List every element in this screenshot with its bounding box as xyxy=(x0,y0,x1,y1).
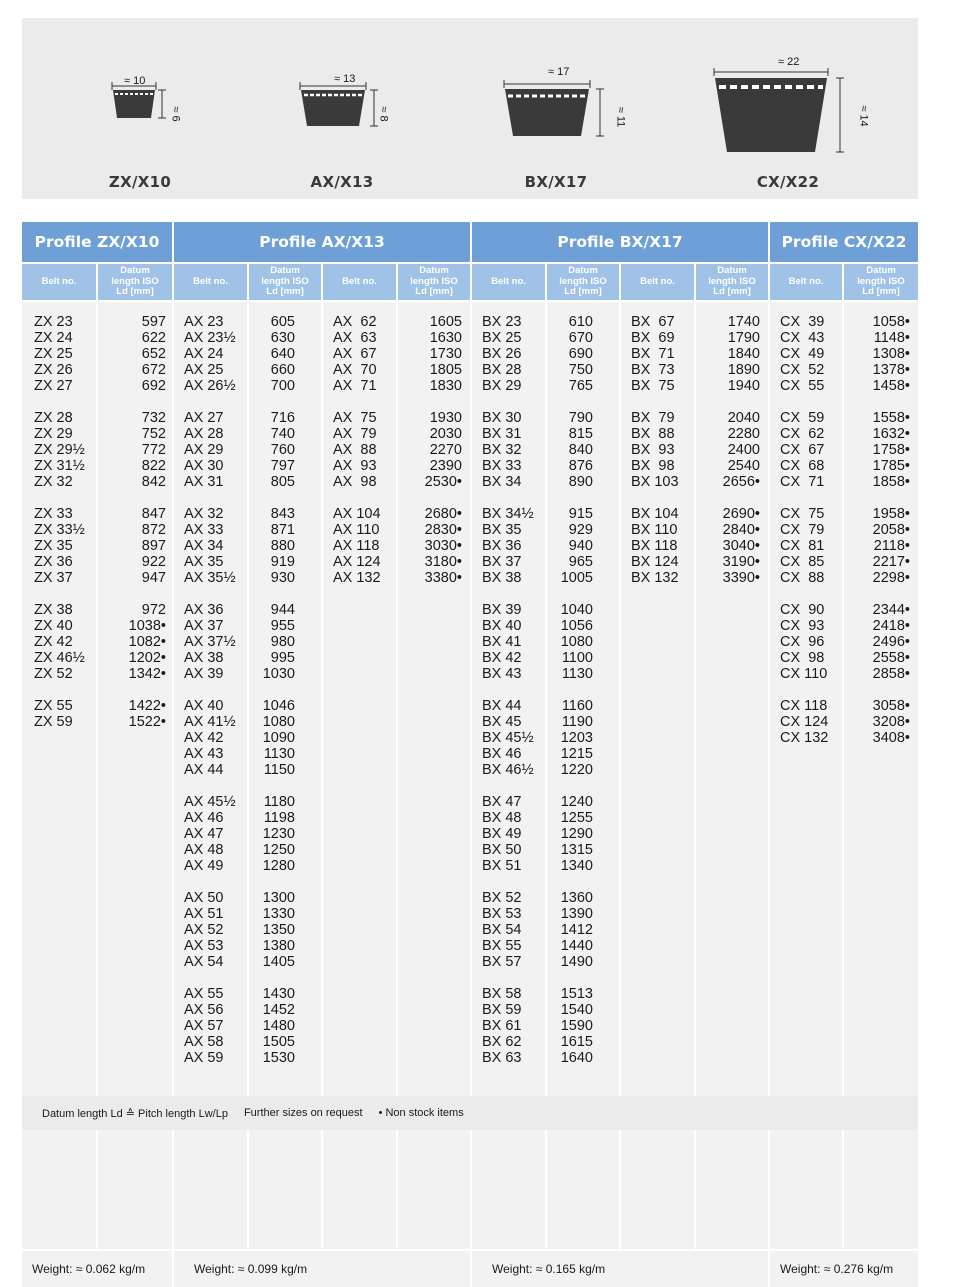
subheader-belt-no xyxy=(22,264,96,300)
profile-cx-name: CX/X22 xyxy=(756,173,820,191)
subheader-datum-line1: Datum xyxy=(270,265,300,277)
footer-datum-note: Datum length Ld ≙ Pitch length Lw/Lp xyxy=(42,1107,228,1120)
subheader-belt-no xyxy=(174,264,247,300)
subheader-datum-line2: length ISO xyxy=(410,275,458,287)
profile-ax-height-label: ≈ 8 xyxy=(377,106,390,122)
profile-zx-width-label: ≈ 10 xyxy=(124,75,146,87)
subheader-datum-line1: Datum xyxy=(419,265,449,277)
subheader-datum-line3: Ld [mm] xyxy=(415,286,453,298)
subheader-datum-line3: Ld [mm] xyxy=(116,286,154,298)
subheader-belt-no-text: Belt no. xyxy=(193,275,228,287)
footer-notes xyxy=(22,1096,918,1130)
footer-non-stock-note: • Non stock items xyxy=(378,1107,464,1119)
subheader-belt-no-text: Belt no. xyxy=(491,275,526,287)
profile-ax-drawing xyxy=(232,18,452,199)
footer-further-sizes-note: Further sizes on request xyxy=(243,1107,363,1119)
subheader-datum-line2: length ISO xyxy=(857,275,905,287)
zx-belt-numbers: ZX 23 ZX 24 ZX 25 ZX 26 ZX 27 ZX 28 ZX 29 ZX 29½ ZX 31½ ZX 32 ZX 33 ZX 33½ ZX 35 ZX 36 ZX 37 ZX 38 ZX 40 ZX 42 ZX 46½ ZX 52 ZX 55 ZX 59 xyxy=(34,314,85,730)
weight-ax: Weight: ≈ 0.099 kg/m xyxy=(174,1251,470,1287)
weight-bx: Weight: ≈ 0.165 kg/m xyxy=(472,1251,768,1287)
cx-belt-numbers: CX 39 CX 43 CX 49 CX 52 CX 55 CX 59 CX 62 CX 67 CX 68 CX 71 CX 75 CX 79 CX 81 CX 85 CX 88 CX 90 CX 93 CX 96 CX 98 CX 110 CX 118 CX 124 CX 132 xyxy=(780,314,829,746)
subheader-datum-line3: Ld [mm] xyxy=(564,286,602,298)
bx2-belt-numbers: BX 67 BX 69 BX 71 BX 73 BX 75 BX 79 BX 88 BX 93 BX 98 BX 103 BX 104 BX 110 BX 118 BX 124 BX 132 xyxy=(631,314,679,586)
profile-cx-drawing xyxy=(682,18,918,199)
bx2-datum-lengths: 1740 1790 1840 1890 1940 2040 2280 2400 2540 2656• 2690• 2840• 3040• 3190• 3390• xyxy=(722,314,760,586)
profile-zx-height-label: ≈ 6 xyxy=(169,106,182,122)
subheader-datum-line2: length ISO xyxy=(261,275,309,287)
profile-zx-drawing xyxy=(22,18,232,199)
ax1-datum-lengths: 605 630 640 660 700 716 740 760 797 805 843 871 880 919 930 944 955 980 995 1030 1046 1080 1090 1130 1150 1180 1198 1230 1250 1280 1300 1330 1350 1380 1405 1430 1452 1480 1505 1530 xyxy=(262,314,295,1066)
belt-cross-section-cx-icon xyxy=(712,66,872,166)
subheader-datum-line3: Ld [mm] xyxy=(862,286,900,298)
subheader-datum-line1: Datum xyxy=(717,265,747,277)
bx1-datum-lengths: 610 670 690 750 765 790 815 840 876 890 915 929 940 965 1005 1040 1056 1080 1100 1130 1160 1190 1203 1215 1220 1240 1255 1290 1315 1340 1360 1390 1412 1440 1490 1513 1540 1590 1615 1640 xyxy=(560,314,593,1066)
profile-bx-drawing xyxy=(452,18,682,199)
header-profile-bx: Profile BX/X17 xyxy=(472,222,768,262)
subheader-belt-no-text: Belt no. xyxy=(640,275,675,287)
weight-zx: Weight: ≈ 0.062 kg/m xyxy=(22,1251,172,1287)
subheader-datum-length xyxy=(844,264,918,300)
cx-datum-lengths: 1058• 1148• 1308• 1378• 1458• 1558• 1632• 1758• 1785• 1858• 1958• 2058• 2118• 2217• 2298• 2344• 2418• 2496• 2558• 2858• 3058• 3208• 3408• xyxy=(872,314,910,746)
subheader-datum-length xyxy=(98,264,172,300)
subheader-belt-no-text: Belt no. xyxy=(342,275,377,287)
belt-cross-section-bx-icon xyxy=(502,76,632,156)
profile-cx-height-label: ≈ 14 xyxy=(857,105,870,127)
subheader-datum-line3: Ld [mm] xyxy=(713,286,751,298)
weight-cx: Weight: ≈ 0.276 kg/m xyxy=(770,1251,918,1287)
subheader-datum-length xyxy=(249,264,321,300)
profile-bx-width-label: ≈ 17 xyxy=(548,66,570,78)
subheader-belt-no-text: Belt no. xyxy=(41,275,77,287)
profile-ax-name: AX/X13 xyxy=(310,173,374,191)
subheader-datum-line1: Datum xyxy=(866,265,896,277)
profile-drawings-strip xyxy=(22,18,918,199)
subheader-belt-no xyxy=(323,264,396,300)
profile-bx-name: BX/X17 xyxy=(524,173,588,191)
subheader-belt-no-text: Belt no. xyxy=(788,275,824,287)
ax1-belt-numbers: AX 23 AX 23½ AX 24 AX 25 AX 26½ AX 27 AX 28 AX 29 AX 30 AX 31 AX 32 AX 33 AX 34 AX 35 AX 35½ AX 36 AX 37 AX 37½ AX 38 AX 39 AX 40 AX 41½ AX 42 AX 43 AX 44 AX 45½ AX 46 AX 47 AX 48 AX 49 AX 50 AX 51 AX 52 AX 53 AX 54 AX 55 AX 56 AX 57 AX 58 AX 59 xyxy=(184,314,236,1066)
subheader-datum-line2: length ISO xyxy=(111,275,159,287)
header-profile-zx: Profile ZX/X10 xyxy=(22,222,172,262)
profile-cx-width-label: ≈ 22 xyxy=(778,56,800,68)
profile-bx-height-label: ≈ 11 xyxy=(614,106,627,128)
subheader-datum-length xyxy=(398,264,470,300)
subheader-belt-no xyxy=(621,264,694,300)
profile-ax-width-label: ≈ 13 xyxy=(334,73,356,85)
subheader-belt-no xyxy=(472,264,545,300)
subheader-datum-line1: Datum xyxy=(568,265,598,277)
subheader-datum-line2: length ISO xyxy=(708,275,756,287)
header-profile-cx: Profile CX/X22 xyxy=(770,222,918,262)
ax2-datum-lengths: 1605 1630 1730 1805 1830 1930 2030 2270 2390 2530• 2680• 2830• 3030• 3180• 3380• xyxy=(424,314,462,586)
zx-datum-lengths: 597 622 652 672 692 732 752 772 822 842 847 872 897 922 947 972 1038• 1082• 1202• 1342• 1422• 1522• xyxy=(128,314,166,730)
subheader-datum-line3: Ld [mm] xyxy=(266,286,304,298)
subheader-datum-line2: length ISO xyxy=(559,275,607,287)
subheader-datum-length xyxy=(547,264,619,300)
ax2-belt-numbers: AX 62 AX 63 AX 67 AX 70 AX 71 AX 75 AX 79 AX 88 AX 93 AX 98 AX 104 AX 110 AX 118 AX 124 AX 132 xyxy=(333,314,381,586)
header-profile-ax: Profile AX/X13 xyxy=(174,222,470,262)
profile-zx-name: ZX/X10 xyxy=(108,173,172,191)
bx1-belt-numbers: BX 23 BX 25 BX 26 BX 28 BX 29 BX 30 BX 31 BX 32 BX 33 BX 34 BX 34½ BX 35 BX 36 BX 37 BX 38 BX 39 BX 40 BX 41 BX 42 BX 43 BX 44 BX 45 BX 45½ BX 46 BX 46½ BX 47 BX 48 BX 49 BX 50 BX 51 BX 52 BX 53 BX 54 BX 55 BX 57 BX 58 BX 59 BX 61 BX 62 BX 63 xyxy=(482,314,534,1066)
subheader-belt-no xyxy=(770,264,842,300)
subheader-datum-length xyxy=(696,264,768,300)
subheader-datum-line1: Datum xyxy=(120,265,150,277)
